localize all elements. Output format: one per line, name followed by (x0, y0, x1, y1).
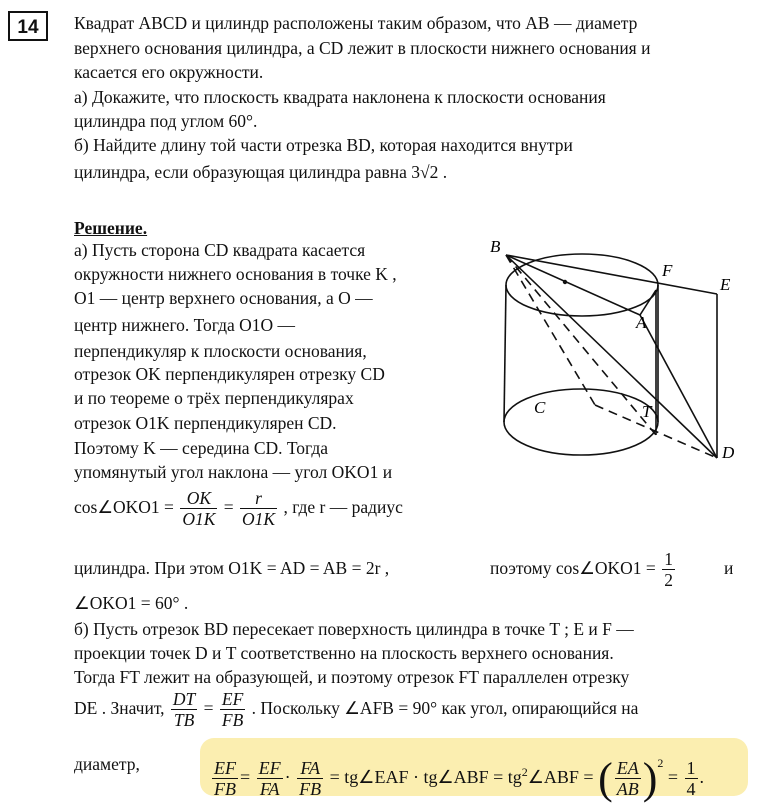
fraction-ea-ab: $\frac{EA}{AB}$ (616, 758, 639, 800)
segment-be (506, 255, 717, 294)
a-line: окружности нижнего основания в точке K , (74, 264, 397, 284)
segment-bd (506, 255, 717, 458)
task-line-3: касается его окружности. (74, 62, 264, 82)
task-line-4: а) Докажите, что плоскость квадрата наклонена к плоскости основания (74, 87, 606, 107)
b-line-1: б) Пусть отрезок BD пересекает поверхность цилиндра в точке T ; E и F — (74, 619, 634, 639)
a-line: а) Пусть сторона CD квадрата касается (74, 240, 366, 260)
segment-fa (640, 290, 656, 315)
task-line-5: цилиндра под углом 60°. (74, 111, 258, 131)
final-equation: $\frac{EF}{FB}$ = $\frac{EF}{FA}$ · $\frac{FA}{FB}$ = tg∠EAF · tg∠ABF = $tg^2\angle ABF$ = ( $\frac{EA}{AB}$ )$^2$ = $\frac{1}{4}$ . (214, 753, 705, 803)
a-line: O1 — центр верхнего основания, а O — (74, 288, 373, 308)
b-line-4: DE . Значит, $\frac{DT}{TB}$ = $\frac{EF}{FB}$ . Поскольку ∠AFB = 90° как угол, опирающийся на (74, 689, 639, 731)
cos-suffix: , где r — радиус (283, 497, 403, 517)
label-a: A (636, 313, 647, 332)
fraction-ef-fa: $\frac{EF}{FA}$ (258, 758, 281, 800)
fraction-fa-fb: $\frac{FA}{FB}$ (299, 758, 322, 800)
b-line-3: Тогда FT лежит на образующей, и поэтому отрезок FT параллелен отрезку (74, 667, 630, 687)
task-number: 14 (8, 11, 48, 41)
cylinder-line-a: цилиндра. При этом O1K = AD = AB = 2r , (74, 558, 390, 578)
fraction-ef-fb-2: $\frac{EF}{FB}$ (214, 758, 236, 800)
task-line-1: Квадрат ABCD и цилиндр расположены таким образом, что AB — диаметр (74, 13, 638, 33)
segment-bt-hidden (506, 255, 656, 435)
label-b: B (490, 237, 501, 256)
angle-line: ∠OKO1 = 60° . (74, 593, 189, 613)
solution-heading: Решение. (74, 218, 148, 238)
a-line: и по теореме о трёх перпендикулярах (74, 388, 354, 408)
fraction-dt-tb: $\frac{DT}{TB}$ (172, 689, 196, 731)
fraction-one-quarter: $\frac{1}{4}$ (686, 758, 696, 800)
fraction-one-half: $\frac{1}{2}$ (664, 549, 673, 591)
top-base (506, 254, 658, 316)
a-line: отрезок OK перпендикулярен отрезку CD (74, 364, 385, 384)
cylinder-line-b: поэтому cos∠OKO1 = $\frac{1}{2}$ (490, 549, 673, 591)
a-line: Поэтому K — середина CD. Тогда (74, 438, 329, 458)
label-c: C (534, 398, 546, 417)
label-f: F (662, 261, 673, 280)
label-t: T (642, 402, 652, 421)
segment-bc (506, 255, 595, 405)
fraction-r-o1k: $\frac{r}{O1K}$ (242, 488, 276, 530)
left-generatrix (504, 285, 506, 422)
center-o1 (563, 280, 567, 284)
label-e: E (720, 275, 731, 294)
a-line: упомянутый угол наклона — угол OKO1 и (74, 462, 393, 482)
task-line-7: цилиндра, если образующая цилиндра равна 3√2 . (74, 162, 448, 182)
fraction-ef-fb: $\frac{EF}{FB}$ (221, 689, 244, 731)
b-line-5: диаметр, (74, 754, 140, 774)
bottom-base (504, 389, 658, 455)
cos-formula: cos∠OKO1 = $\frac{OK}{O1K}$ = $\frac{r}{O1K}$ , где r — радиус (74, 488, 403, 530)
b-line-2: проекции точек D и T соответственно на плоскость верхнего основания. (74, 643, 614, 663)
fraction-ok-o1k: $\frac{OK}{O1K}$ (182, 488, 216, 530)
label-d: D (722, 443, 735, 460)
a-line: перпендикуляр к плоскости основания, (74, 341, 367, 361)
cylinder-figure (470, 230, 770, 460)
a-line: отрезок O1K перпендикулярен CD. (74, 413, 337, 433)
task-line-2: верхнего основания цилиндра, а CD лежит в плоскости нижнего основания и (74, 38, 651, 58)
task-line-6: б) Найдите длину той части отрезка BD, которая находится внутри (74, 135, 573, 155)
cylinder-line-c: и (724, 558, 734, 578)
cos-prefix: cos∠OKO1 = (74, 497, 174, 517)
a-line: центр нижнего. Тогда O1O — (74, 315, 296, 335)
